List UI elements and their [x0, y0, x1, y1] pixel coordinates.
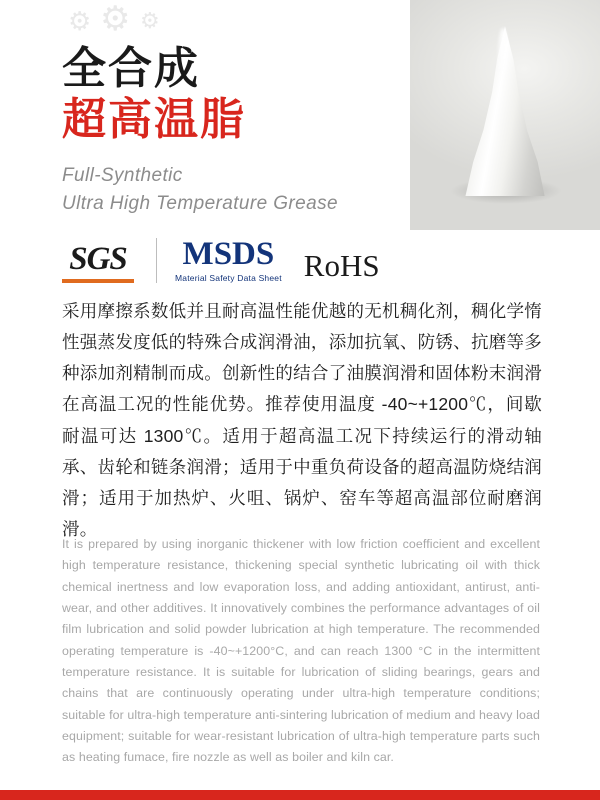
msds-subtitle: Material Safety Data Sheet: [175, 273, 282, 283]
gear-icon: ⚙: [100, 0, 131, 38]
rohs-logo: RoHS: [303, 248, 380, 283]
sgs-underline: [62, 279, 134, 283]
description-english: It is prepared by using inorganic thickener with low friction coefficient and excellent high temperature resistance, thickening special synthetic lubricating oil with thick chemical inertness and low evaporation loss, and adding antioxidant, antirust, anti-wear, and other additives. It innovatively combines the performance advantages of oil film lubrication and solid powder lubrication at high temperature. The recommended operating temperature is -40~+1200°C, and can reach 1300 °C in the intermittent temperature resistance. It is suitable for lubrication of sliding bearings, gears and chains that are continuously operating under ultra-high temperature conditions; suitable for ultra-high temperature anti-sintering lubrication of medium and heavy load equipment; suitable for wear-resistant lubrication of ultra-high temperature parts such as heating fumace, fire nozzle as well as boiler and kiln car.: [62, 537, 540, 765]
msds-logo: [156, 238, 282, 283]
gear-icon: ⚙: [140, 8, 160, 33]
certification-logos: [62, 238, 380, 283]
subtitle-english-line-1: Full-Synthetic: [62, 165, 183, 186]
grease-cone-highlight: [498, 28, 508, 86]
title-chinese-line-1: 全合成: [62, 44, 200, 93]
description-chinese: 采用摩擦系数低并且耐高温性能优越的无机稠化剂，稠化学惰性强蒸发度低的特殊合成润滑油，添加抗氧、防锈、抗磨等多种添加剂精制而成。创新性的结合了油膜润滑和固体粉末润滑在高温工况的性能优势。推荐使用温度 -40~+1200℃，间歇耐温可达 1300℃。适用于超高温工况下持续运行的滑动轴承、齿轮和链条润滑；适用于中重负荷设备的超高温防烧结润滑；适用于加热炉、火咀、锅炉、窑车等超高温部位耐磨润滑。: [62, 301, 542, 539]
product-photo: [410, 0, 600, 230]
footer-accent-bar: [0, 790, 600, 800]
sgs-logo: [62, 243, 134, 283]
sgs-label: SGS: [69, 241, 127, 277]
subtitle-english-line-2: Ultra High Temperature Grease: [62, 192, 338, 214]
gear-icon: ⚙: [68, 6, 92, 36]
msds-label: MSDS: [182, 236, 275, 272]
subtitle-english: [62, 162, 338, 217]
page-title: [62, 44, 246, 145]
title-chinese-line-2: 超高温脂: [62, 95, 246, 145]
